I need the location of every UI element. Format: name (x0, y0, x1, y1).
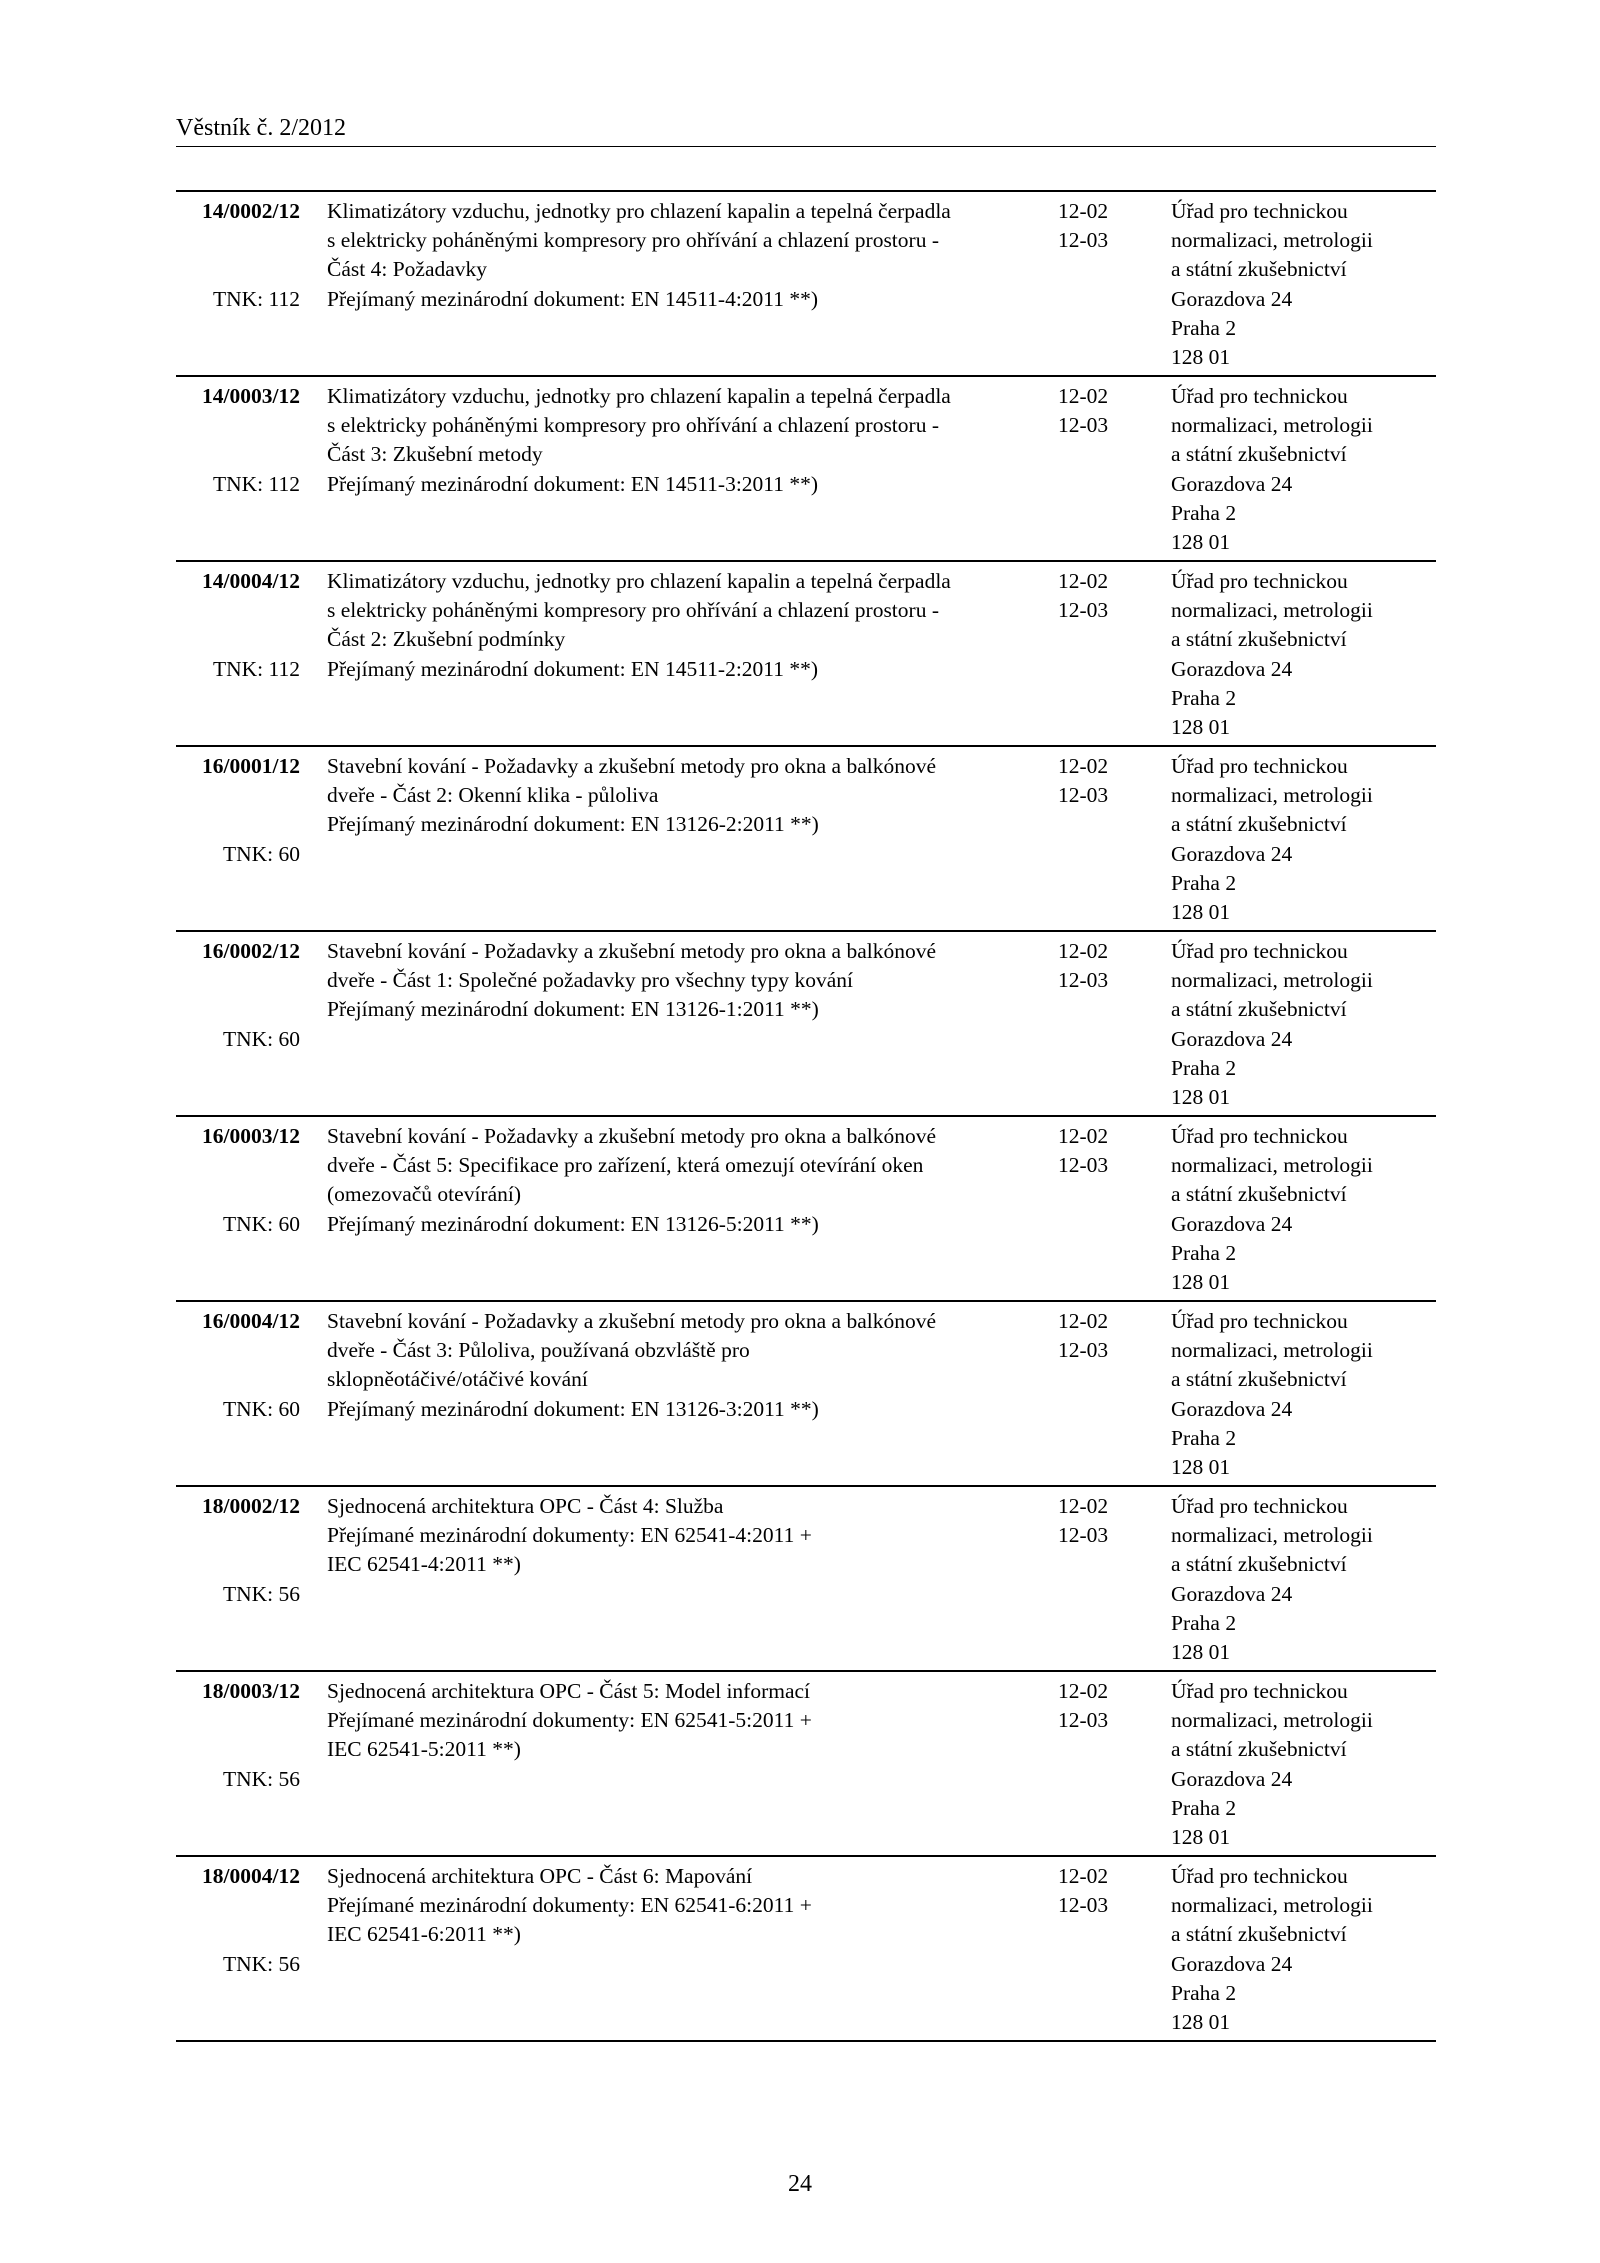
table-row (176, 1117, 1436, 1302)
table-row (176, 377, 1436, 562)
address-line: normalizaci, metrologii (1171, 228, 1373, 253)
address-line: Úřad pro technickou (1171, 1864, 1348, 1888)
description-line: Část 3: Zkušební metody (327, 442, 543, 467)
address-line: Gorazdova 24 (1171, 286, 1293, 311)
address-line: Praha 2 (1171, 1240, 1237, 1265)
description-line: dveře - Část 3: Půloliva, používaná obzvláště pro (327, 1338, 750, 1363)
office-address (1171, 937, 1431, 1112)
tnk-number: TNK: 60 (222, 1211, 300, 1236)
address-line: Gorazdova 24 (1171, 841, 1293, 866)
tnk-number: TNK: 112 (213, 286, 300, 311)
address-line: normalizaci, metrologii (1171, 1523, 1373, 1548)
code-line: 12-02 (1058, 1309, 1109, 1333)
address-line: Praha 2 (1171, 500, 1237, 525)
table-row (176, 747, 1436, 932)
notice-number: 18/0003/12 (202, 1679, 300, 1703)
description-line: s elektricky poháněnými kompresory pro ohřívání a chlazení prostoru - (327, 413, 939, 438)
description-line: Přejímaný mezinárodní dokument: EN 13126-5:2011 **) (327, 1211, 819, 1236)
description-line: Stavební kování - Požadavky a zkušební metody pro okna a balkónové (327, 754, 937, 778)
description-line: Přejímaný mezinárodní dokument: EN 13126-2:2011 **) (327, 812, 819, 837)
description-line: Část 2: Zkušební podmínky (327, 627, 566, 652)
office-address (1171, 1122, 1431, 1297)
code-line: 12-03 (1058, 1338, 1109, 1363)
address-line: Úřad pro technickou (1171, 199, 1348, 223)
code-line: 12-02 (1058, 754, 1109, 778)
description-line: Přejímaný mezinárodní dokument: EN 14511-2:2011 **) (327, 656, 819, 681)
deadline-codes (1058, 197, 1148, 255)
address-line: Úřad pro technickou (1171, 939, 1348, 963)
address-line: Gorazdova 24 (1171, 1396, 1293, 1421)
address-line: a státní zkušebnictví (1171, 627, 1347, 652)
address-line: Gorazdova 24 (1171, 656, 1293, 681)
address-line: normalizaci, metrologii (1171, 413, 1373, 438)
deadline-codes (1058, 752, 1148, 810)
office-address (1171, 567, 1431, 742)
address-line: normalizaci, metrologii (1171, 783, 1373, 808)
description-line: Přejímaný mezinárodní dokument: EN 13126-3:2011 **) (327, 1396, 819, 1421)
page-header-title: Věstník č. 2/2012 (176, 115, 346, 141)
description-line: Přejímaný mezinárodní dokument: EN 14511-3:2011 **) (327, 471, 819, 496)
address-line: Úřad pro technickou (1171, 1494, 1348, 1518)
address-line: Úřad pro technickou (1171, 754, 1348, 778)
code-line: 12-02 (1058, 199, 1109, 223)
description-line: Sjednocená architektura OPC - Část 4: Služba (327, 1494, 724, 1518)
deadline-codes (1058, 1307, 1148, 1365)
address-line: Gorazdova 24 (1171, 1026, 1293, 1051)
notice-number: 16/0001/12 (202, 754, 300, 778)
address-line: 128 01 (1171, 900, 1231, 925)
address-line: 128 01 (1171, 1640, 1231, 1665)
address-line: Gorazdova 24 (1171, 471, 1293, 496)
address-line: Úřad pro technickou (1171, 1679, 1348, 1703)
header-rule (176, 146, 1436, 147)
standard-description (327, 382, 1047, 499)
address-line: Úřad pro technickou (1171, 1309, 1348, 1333)
table-row (176, 932, 1436, 1117)
address-line: 128 01 (1171, 345, 1231, 370)
address-line: 128 01 (1171, 715, 1231, 740)
code-line: 12-02 (1058, 384, 1109, 408)
address-line: normalizaci, metrologii (1171, 968, 1373, 993)
address-line: a státní zkušebnictví (1171, 1552, 1347, 1577)
notice-number: 14/0004/12 (202, 569, 300, 593)
address-line: a státní zkušebnictví (1171, 997, 1347, 1022)
deadline-codes (1058, 1862, 1148, 1920)
notice-number: 14/0003/12 (202, 384, 300, 408)
address-line: 128 01 (1171, 2010, 1231, 2035)
description-line: Přejímané mezinárodní dokumenty: EN 62541-4:2011 + (327, 1523, 812, 1548)
tnk-number: TNK: 56 (222, 1766, 300, 1791)
notice-number: 16/0004/12 (202, 1309, 300, 1333)
address-line: normalizaci, metrologii (1171, 1893, 1373, 1918)
code-line: 12-02 (1058, 1124, 1109, 1148)
address-line: Praha 2 (1171, 315, 1237, 340)
address-line: Praha 2 (1171, 1980, 1237, 2005)
notice-number: 18/0004/12 (202, 1864, 300, 1888)
description-line: Část 4: Požadavky (327, 257, 488, 282)
standard-description (327, 1862, 1047, 1950)
code-line: 12-03 (1058, 1153, 1109, 1178)
tnk-number: TNK: 112 (213, 471, 300, 496)
table-row (176, 1487, 1436, 1672)
description-line: Přejímaný mezinárodní dokument: EN 13126-1:2011 **) (327, 997, 819, 1022)
description-line: Klimatizátory vzduchu, jednotky pro chlazení kapalin a tepelná čerpadla (327, 384, 951, 408)
notice-number: 16/0003/12 (202, 1124, 300, 1148)
page-number: 24 (788, 2171, 812, 2197)
address-line: Praha 2 (1171, 1055, 1237, 1080)
description-line: dveře - Část 1: Společné požadavky pro všechny typy kování (327, 968, 854, 993)
tnk-number: TNK: 60 (222, 841, 300, 866)
deadline-codes (1058, 1492, 1148, 1550)
office-address (1171, 1677, 1431, 1852)
tnk-number: TNK: 60 (222, 1396, 300, 1421)
description-line: Přejímané mezinárodní dokumenty: EN 62541-6:2011 + (327, 1893, 812, 1918)
table-row (176, 1672, 1436, 1857)
description-line: IEC 62541-4:2011 **) (327, 1552, 521, 1577)
address-line: Gorazdova 24 (1171, 1951, 1293, 1976)
notice-number: 16/0002/12 (202, 939, 300, 963)
code-line: 12-03 (1058, 968, 1109, 993)
address-line: Úřad pro technickou (1171, 569, 1348, 593)
standard-description (327, 937, 1047, 1025)
description-line: dveře - Část 5: Specifikace pro zařízení, která omezují otevírání oken (327, 1153, 924, 1178)
table-row (176, 192, 1436, 377)
description-line: s elektricky poháněnými kompresory pro ohřívání a chlazení prostoru - (327, 228, 939, 253)
address-line: a státní zkušebnictví (1171, 257, 1347, 282)
description-line: Stavební kování - Požadavky a zkušební metody pro okna a balkónové (327, 939, 937, 963)
code-line: 12-02 (1058, 1679, 1109, 1703)
deadline-codes (1058, 1122, 1148, 1180)
notice-number: 14/0002/12 (202, 199, 300, 223)
description-line: IEC 62541-6:2011 **) (327, 1922, 521, 1947)
deadline-codes (1058, 937, 1148, 995)
tnk-number: TNK: 112 (213, 656, 300, 681)
tnk-number: TNK: 56 (222, 1951, 300, 1976)
description-line: Stavební kování - Požadavky a zkušební metody pro okna a balkónové (327, 1124, 937, 1148)
code-line: 12-03 (1058, 228, 1109, 253)
address-line: Úřad pro technickou (1171, 384, 1348, 408)
description-line: sklopněotáčivé/otáčivé kování (327, 1367, 588, 1392)
description-line: dveře - Část 2: Okenní klika - půloliva (327, 783, 659, 808)
office-address (1171, 197, 1431, 372)
address-line: Praha 2 (1171, 1795, 1237, 1820)
address-line: a státní zkušebnictví (1171, 1922, 1347, 1947)
code-line: 12-02 (1058, 1494, 1109, 1518)
address-line: Praha 2 (1171, 870, 1237, 895)
description-line: Sjednocená architektura OPC - Část 6: Mapování (327, 1864, 753, 1888)
description-line: Přejímané mezinárodní dokumenty: EN 62541-5:2011 + (327, 1708, 812, 1733)
code-line: 12-03 (1058, 1523, 1109, 1548)
deadline-codes (1058, 1677, 1148, 1735)
address-line: 128 01 (1171, 530, 1231, 555)
table-row (176, 562, 1436, 747)
office-address (1171, 1862, 1431, 2037)
standards-table (176, 190, 1436, 2042)
standard-description (327, 1307, 1047, 1424)
address-line: Praha 2 (1171, 1425, 1237, 1450)
deadline-codes (1058, 382, 1148, 440)
address-line: a státní zkušebnictví (1171, 1182, 1347, 1207)
description-line: (omezovačů otevírání) (327, 1182, 522, 1207)
deadline-codes (1058, 567, 1148, 625)
code-line: 12-03 (1058, 783, 1109, 808)
standard-description (327, 197, 1047, 314)
table-row (176, 1302, 1436, 1487)
code-line: 12-03 (1058, 598, 1109, 623)
address-line: Gorazdova 24 (1171, 1211, 1293, 1236)
notice-number: 18/0002/12 (202, 1494, 300, 1518)
office-address (1171, 382, 1431, 557)
address-line: normalizaci, metrologii (1171, 598, 1373, 623)
standard-description (327, 567, 1047, 684)
description-line: Klimatizátory vzduchu, jednotky pro chlazení kapalin a tepelná čerpadla (327, 569, 951, 593)
description-line: s elektricky poháněnými kompresory pro ohřívání a chlazení prostoru - (327, 598, 939, 623)
address-line: 128 01 (1171, 1270, 1231, 1295)
table-row (176, 1857, 1436, 2042)
standard-description (327, 752, 1047, 840)
address-line: Gorazdova 24 (1171, 1581, 1293, 1606)
description-line: Stavební kování - Požadavky a zkušební metody pro okna a balkónové (327, 1309, 937, 1333)
address-line: Gorazdova 24 (1171, 1766, 1293, 1791)
description-line: Přejímaný mezinárodní dokument: EN 14511-4:2011 **) (327, 286, 819, 311)
address-line: normalizaci, metrologii (1171, 1153, 1373, 1178)
address-line: normalizaci, metrologii (1171, 1708, 1373, 1733)
office-address (1171, 1492, 1431, 1667)
description-line: IEC 62541-5:2011 **) (327, 1737, 521, 1762)
address-line: a státní zkušebnictví (1171, 442, 1347, 467)
address-line: normalizaci, metrologii (1171, 1338, 1373, 1363)
code-line: 12-03 (1058, 1708, 1109, 1733)
tnk-number: TNK: 56 (222, 1581, 300, 1606)
address-line: 128 01 (1171, 1825, 1231, 1850)
address-line: a státní zkušebnictví (1171, 1367, 1347, 1392)
code-line: 12-02 (1058, 569, 1109, 593)
address-line: 128 01 (1171, 1455, 1231, 1480)
address-line: a státní zkušebnictví (1171, 1737, 1347, 1762)
address-line: Praha 2 (1171, 685, 1237, 710)
standard-description (327, 1492, 1047, 1580)
description-line: Sjednocená architektura OPC - Část 5: Model informací (327, 1679, 811, 1703)
address-line: Praha 2 (1171, 1610, 1237, 1635)
standard-description (327, 1122, 1047, 1239)
code-line: 12-02 (1058, 1864, 1109, 1888)
office-address (1171, 1307, 1431, 1482)
description-line: Klimatizátory vzduchu, jednotky pro chlazení kapalin a tepelná čerpadla (327, 199, 951, 223)
address-line: a státní zkušebnictví (1171, 812, 1347, 837)
code-line: 12-02 (1058, 939, 1109, 963)
address-line: Úřad pro technickou (1171, 1124, 1348, 1148)
address-line: 128 01 (1171, 1085, 1231, 1110)
office-address (1171, 752, 1431, 927)
standard-description (327, 1677, 1047, 1765)
code-line: 12-03 (1058, 413, 1109, 438)
code-line: 12-03 (1058, 1893, 1109, 1918)
tnk-number: TNK: 60 (222, 1026, 300, 1051)
